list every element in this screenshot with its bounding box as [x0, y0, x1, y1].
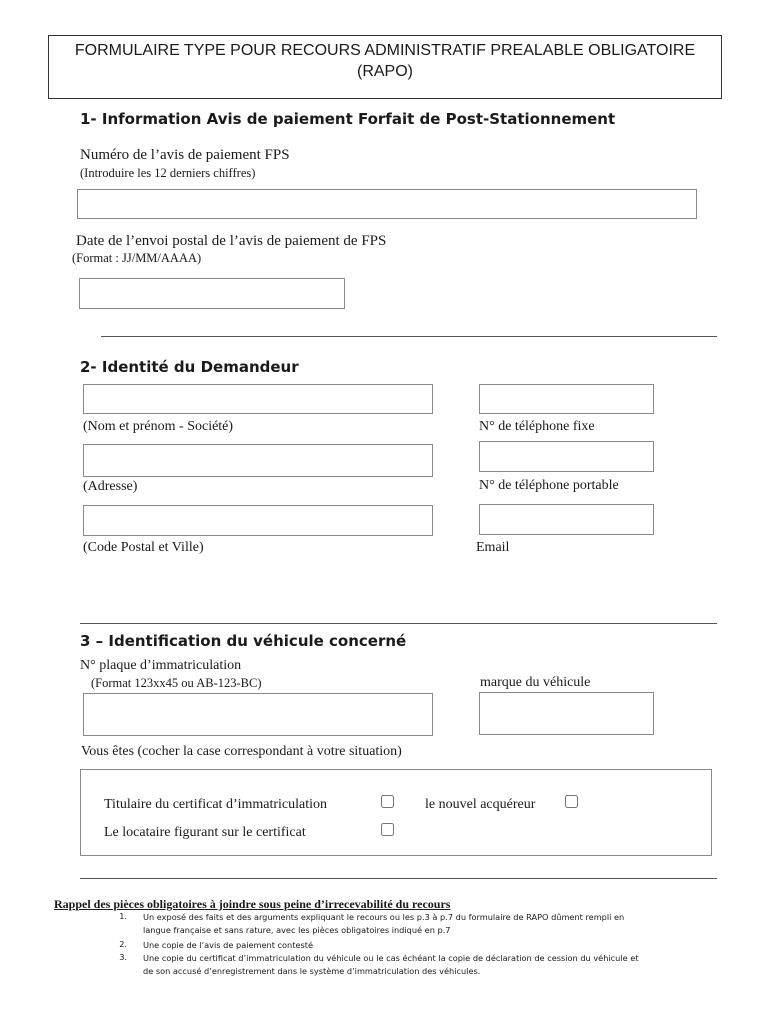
phone-fixed-input[interactable] [479, 384, 654, 414]
required-item-line: Une copie de l’avis de paiement contesté [143, 940, 314, 950]
phone-mobile-input[interactable] [479, 441, 654, 472]
date-sent-label: Date de l’envoi postal de l’avis de paiement de FPS [76, 233, 387, 249]
option-holder-label: Titulaire du certificat d’immatriculation [104, 797, 328, 812]
required-item-number: 1. [119, 911, 127, 921]
required-item [143, 952, 717, 978]
name-input[interactable] [83, 384, 433, 414]
name-label: (Nom et prénom - Société) [83, 419, 234, 434]
required-item-number: 3. [119, 952, 127, 962]
form-title-box [48, 35, 722, 99]
section2-divider [80, 623, 717, 624]
option-renter-label: Le locataire figurant sur le certificat [104, 825, 306, 840]
required-item [143, 911, 717, 937]
option-new-buyer-label: le nouvel acquéreur [425, 797, 536, 812]
option-holder-checkbox[interactable] [381, 795, 394, 808]
fps-number-hint: (Introduire les 12 derniers chiffres) [80, 166, 256, 180]
plate-input[interactable] [83, 693, 433, 736]
required-item-number: 2. [119, 939, 127, 949]
required-item-line: Un exposé des faits et des arguments expliquant le recours ou les p.3 à p.7 du formulaire de RAPO dûment rempli en [143, 912, 625, 922]
address-label: (Adresse) [83, 479, 138, 494]
date-sent-input[interactable] [79, 278, 345, 309]
fps-number-label: Numéro de l’avis de paiement FPS [80, 147, 290, 163]
plate-hint: (Format 123xx45 ou AB-123-BC) [91, 676, 262, 690]
email-input[interactable] [479, 504, 654, 535]
section2-heading: 2- Identité du Demandeur [80, 358, 299, 376]
required-item-line: Une copie du certificat d’immatriculation du véhicule ou le cas échéant la copie de déclaration de cession du véhicule et [143, 953, 639, 963]
phone-fixed-label: N° de téléphone fixe [479, 419, 595, 434]
section1-divider [101, 336, 717, 337]
email-label: Email [476, 540, 510, 555]
plate-label: N° plaque d’immatriculation [80, 658, 242, 673]
required-item-line: de son accusé d’enregistrement dans le système d’immatriculation des véhicules. [143, 966, 481, 976]
brand-label: marque du véhicule [480, 675, 591, 690]
required-item-line: langue française et sans rature, avec les pièces obligatoires indiqué en p.7 [143, 925, 451, 935]
required-documents-title: Rappel des pièces obligatoires à joindre sous peine d’irrecevabilité du recours [54, 897, 451, 911]
section1-heading: 1- Information Avis de paiement Forfait de Post-Stationnement [80, 110, 616, 128]
brand-input[interactable] [479, 692, 654, 735]
address-input[interactable] [83, 444, 433, 477]
section3-divider [80, 878, 717, 879]
form-title: FORMULAIRE TYPE POUR RECOURS ADMINISTRATIF PREALABLE OBLIGATOIRE [74, 42, 696, 59]
required-item [143, 939, 717, 952]
option-renter-checkbox[interactable] [381, 823, 394, 836]
section3-heading: 3 – Identification du véhicule concerné [80, 632, 407, 650]
phone-mobile-label: N° de téléphone portable [479, 478, 619, 493]
form-title-subtitle: (RAPO) [357, 63, 413, 80]
option-new-buyer-checkbox[interactable] [565, 795, 578, 808]
date-sent-hint: (Format : JJ/MM/AAAA) [72, 251, 202, 265]
fps-number-input[interactable] [77, 189, 697, 219]
postal-city-input[interactable] [83, 505, 433, 536]
situation-label: Vous êtes (cocher la case correspondant à votre situation) [81, 744, 402, 759]
postal-city-label: (Code Postal et Ville) [83, 540, 204, 555]
